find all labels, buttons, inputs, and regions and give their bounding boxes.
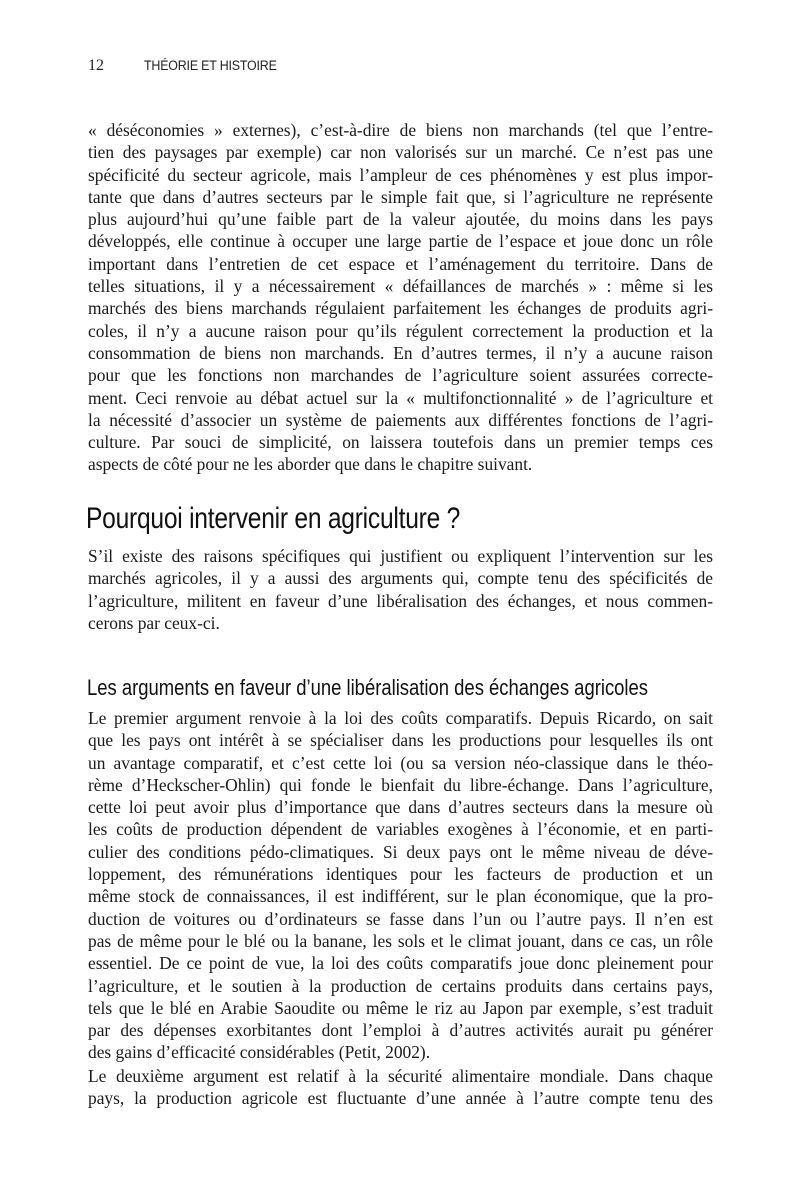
text-line: par des dépenses exorbitantes dont l’emploi à d’autres activités aurait pu générer	[88, 1020, 713, 1041]
text-line: tels que le blé en Arabie Saoudite ou même le riz au Japon par exemple, s’est traduit	[88, 997, 713, 1018]
text-line: Le deuxième argument est relatif à la sécurité alimentaire mondiale. Dans chaque	[88, 1066, 713, 1086]
text-line: rème d’Heckscher-Ohlin) qui fonde le bienfait du libre-échange. Dans l’agriculture,	[88, 774, 713, 795]
text-line: S’il existe des raisons spécifiques qui justifient ou expliquent l’intervention sur les	[88, 546, 713, 566]
text-line: important dans l’entretien de cet espace et l’aménagement du territoire. Dans de	[88, 253, 713, 274]
text-line: ment. Ceci renvoie au débat actuel sur la « multifonctionnalité » de l’agriculture et	[88, 387, 713, 408]
text-line: « déséconomies » externes), c’est-à-dire de biens non marchands (tel que l’entre-	[88, 120, 713, 140]
text-line: Le premier argument renvoie à la loi des coûts comparatifs. Depuis Ricardo, on sait	[88, 708, 713, 728]
text-line: la nécessité d’associer un système de paiements aux différentes fonctions de l’agri-	[88, 409, 713, 430]
text-line: plus aujourd’hui qu’une faible part de la valeur ajoutée, du moins dans les pays	[88, 209, 713, 230]
text-line: pays, la production agricole est fluctuante d’une année à l’autre compte tenu des	[88, 1088, 713, 1109]
text-line: aspects de côté pour ne les aborder que dans le chapitre suivant.	[88, 454, 533, 475]
text-line: coles, il n’y a aucune raison pour qu’ils régulent correctement la production et la	[88, 320, 713, 341]
text-line: culier des conditions pédo-climatiques. Si deux pays ont le même niveau de déve-	[88, 841, 713, 862]
subsection-heading: Les arguments en faveur d’une libéralisation des échanges agricoles	[87, 674, 649, 700]
paragraph-externalities	[88, 119, 713, 476]
paragraph-second-argument	[88, 1065, 713, 1110]
running-head	[88, 57, 288, 75]
text-line: l’agriculture, militent en faveur d’une libéralisation des échanges, et nous commen-	[88, 590, 713, 611]
paragraph-first-argument	[88, 707, 713, 1064]
text-line: loppement, des rémunérations identiques pour les facteurs de production et un	[88, 864, 713, 885]
text-line: marchés des biens marchands régulaient parfaitement les échanges de produits agri-	[88, 298, 713, 319]
text-line: tante que dans d’autres secteurs par le simple fait que, si l’agriculture ne représente	[88, 186, 713, 207]
text-line: marchés agricoles, il y a aussi des arguments qui, compte tenu des spécificités de	[88, 568, 713, 589]
text-line: tien des paysages par exemple) car non valorisés sur un marché. Ce n’est pas une	[88, 142, 713, 163]
text-line: telles situations, il y a nécessairement « défaillances de marchés » : même si les	[88, 276, 713, 297]
section-heading: Pourquoi intervenir en agriculture ?	[86, 502, 461, 536]
paragraph-intro	[88, 545, 713, 634]
text-line: des gains d’efficacité considérables (Petit, 2002).	[88, 1042, 431, 1063]
text-line: consommation de biens non marchands. En d’autres termes, il n’y a aucune raison	[88, 342, 713, 363]
chapter-title: THÉORIE ET HISTOIRE	[144, 58, 277, 73]
text-line: duction de voitures ou d’ordinateurs se fasse dans l’un ou l’autre pays. Il n’en est	[88, 908, 713, 929]
text-line: pour que les fonctions non marchandes de l’agriculture soient assurées correcte-	[88, 365, 713, 386]
text-line: même stock de connaissances, il est indifférent, sur le plan économique, que la pro-	[88, 886, 713, 907]
text-line: pas de même pour le blé ou la banane, les sols et le climat jouant, dans ce cas, un rôle	[88, 930, 713, 951]
text-line: un avantage comparatif, et c’est cette loi (ou sa version néo-classique dans le théo-	[88, 752, 713, 773]
text-line: culture. Par souci de simplicité, on laissera toutefois dans un premier temps ces	[88, 432, 713, 453]
text-line: essentiel. De ce point de vue, la loi des coûts comparatifs joue donc pleinement pour	[88, 953, 713, 974]
text-line: développés, elle continue à occuper une large partie de l’espace et joue donc un rôle	[88, 231, 713, 252]
text-line: spécificité du secteur agricole, mais l’ampleur de ces phénomènes y est plus impor-	[88, 164, 713, 185]
text-line: l’agriculture, et le soutien à la production de certains produits dans certains pays,	[88, 975, 713, 996]
page-number: 12	[88, 57, 104, 74]
text-line: cerons par ceux-ci.	[88, 612, 220, 633]
text-line: cette loi peut avoir plus d’importance que dans d’autres secteurs dans la mesure où	[88, 797, 713, 818]
text-line: les coûts de production dépendent de variables exogènes à l’économie, et en parti-	[88, 819, 713, 840]
text-line: que les pays ont intérêt à se spécialiser dans les productions pour lesquelles ils ont	[88, 730, 713, 751]
